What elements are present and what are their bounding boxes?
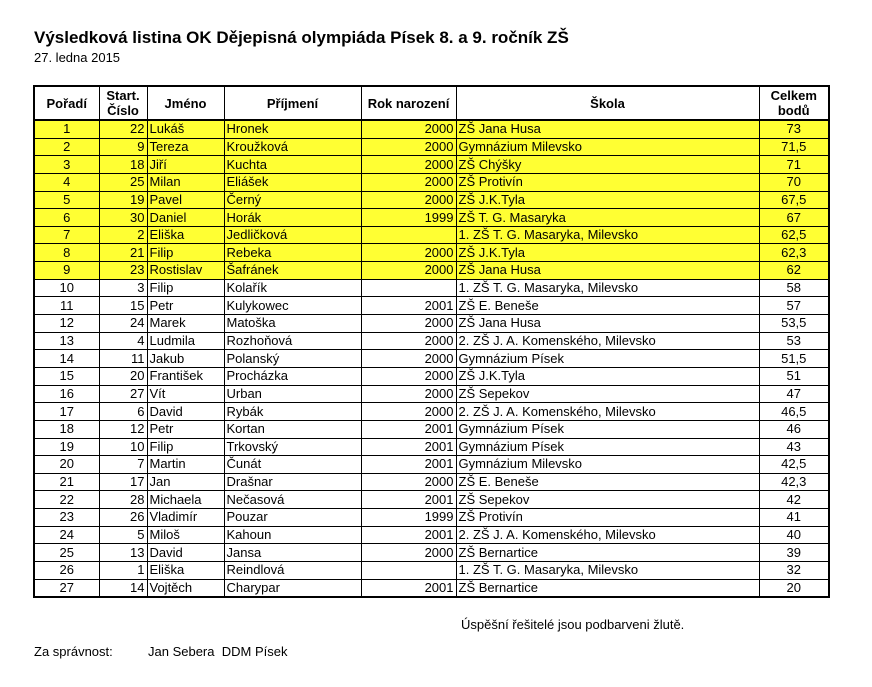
cell-jmeno: Tereza	[147, 138, 224, 156]
cell-skola: 2. ZŠ J. A. Komenského, Milevsko	[456, 526, 759, 544]
cell-start: 11	[99, 350, 147, 368]
cell-jmeno: Jiří	[147, 156, 224, 174]
footer-label: Za správnost:	[34, 644, 113, 659]
cell-start: 1	[99, 562, 147, 580]
cell-rok: 2000	[361, 138, 456, 156]
cell-prijmeni: Drašnar	[224, 473, 361, 491]
cell-prijmeni: Kroužková	[224, 138, 361, 156]
cell-body: 43	[759, 438, 829, 456]
cell-rok: 2001	[361, 526, 456, 544]
cell-skola: ZŠ Protivín	[456, 509, 759, 527]
cell-poradi: 20	[34, 456, 99, 474]
cell-jmeno: Vojtěch	[147, 579, 224, 597]
cell-start: 30	[99, 209, 147, 227]
cell-prijmeni: Jedličková	[224, 226, 361, 244]
col-header-skola: Škola	[456, 86, 759, 120]
cell-prijmeni: Procházka	[224, 367, 361, 385]
cell-poradi: 26	[34, 562, 99, 580]
cell-body: 70	[759, 173, 829, 191]
col-header-poradi: Pořadí	[34, 86, 99, 120]
cell-start: 20	[99, 367, 147, 385]
cell-prijmeni: Matoška	[224, 315, 361, 333]
cell-poradi: 17	[34, 403, 99, 421]
table-row	[34, 526, 829, 544]
cell-rok: 2001	[361, 456, 456, 474]
cell-poradi: 3	[34, 156, 99, 174]
cell-jmeno: Michaela	[147, 491, 224, 509]
table-row	[34, 367, 829, 385]
cell-rok: 2001	[361, 297, 456, 315]
cell-jmeno: Marek	[147, 315, 224, 333]
cell-jmeno: František	[147, 367, 224, 385]
cell-jmeno: Eliška	[147, 562, 224, 580]
table-row	[34, 491, 829, 509]
table-row	[34, 332, 829, 350]
cell-prijmeni: Kuchta	[224, 156, 361, 174]
col-header-celkem-line1: Celkem	[770, 88, 817, 103]
table-row	[34, 438, 829, 456]
table-row	[34, 420, 829, 438]
cell-body: 20	[759, 579, 829, 597]
cell-body: 71,5	[759, 138, 829, 156]
table-row	[34, 456, 829, 474]
cell-rok: 2000	[361, 403, 456, 421]
cell-jmeno: Filip	[147, 279, 224, 297]
cell-poradi: 11	[34, 297, 99, 315]
col-header-start-line1: Start.	[106, 88, 140, 103]
cell-rok: 2001	[361, 438, 456, 456]
cell-rok	[361, 562, 456, 580]
cell-poradi: 24	[34, 526, 99, 544]
cell-poradi: 15	[34, 367, 99, 385]
cell-skola: Gymnázium Milevsko	[456, 138, 759, 156]
cell-start: 14	[99, 579, 147, 597]
cell-body: 51	[759, 367, 829, 385]
cell-poradi: 4	[34, 173, 99, 191]
page-title: Výsledková listina OK Dějepisná olympiáda Písek 8. a 9. ročník ZŠ	[34, 28, 569, 47]
cell-body: 40	[759, 526, 829, 544]
cell-body: 71	[759, 156, 829, 174]
cell-poradi: 13	[34, 332, 99, 350]
cell-skola: Gymnázium Písek	[456, 438, 759, 456]
table-row	[34, 191, 829, 209]
cell-jmeno: Milan	[147, 173, 224, 191]
table-row	[34, 244, 829, 262]
cell-poradi: 27	[34, 579, 99, 597]
cell-poradi: 25	[34, 544, 99, 562]
cell-prijmeni: Rybák	[224, 403, 361, 421]
cell-start: 3	[99, 279, 147, 297]
cell-skola: ZŠ Chýšky	[456, 156, 759, 174]
table-row	[34, 350, 829, 368]
cell-body: 73	[759, 120, 829, 138]
cell-skola: Gymnázium Písek	[456, 350, 759, 368]
cell-rok: 2000	[361, 315, 456, 333]
table-row	[34, 279, 829, 297]
cell-start: 24	[99, 315, 147, 333]
cell-jmeno: Pavel	[147, 191, 224, 209]
cell-poradi: 22	[34, 491, 99, 509]
cell-jmeno: Lukáš	[147, 120, 224, 138]
cell-prijmeni: Jansa	[224, 544, 361, 562]
col-header-celkem-line2: bodů	[777, 103, 810, 118]
footer	[34, 644, 287, 659]
cell-jmeno: Miloš	[147, 526, 224, 544]
cell-start: 13	[99, 544, 147, 562]
cell-rok	[361, 226, 456, 244]
cell-body: 42,5	[759, 456, 829, 474]
table-row	[34, 544, 829, 562]
cell-rok: 1999	[361, 209, 456, 227]
cell-skola: ZŠ J.K.Tyla	[456, 367, 759, 385]
col-header-jmeno: Jméno	[147, 86, 224, 120]
cell-start: 25	[99, 173, 147, 191]
cell-rok: 2000	[361, 156, 456, 174]
cell-skola: ZŠ J.K.Tyla	[456, 191, 759, 209]
cell-start: 12	[99, 420, 147, 438]
cell-skola: ZŠ Sepekov	[456, 491, 759, 509]
cell-start: 15	[99, 297, 147, 315]
cell-body: 62	[759, 262, 829, 280]
table-row	[34, 385, 829, 403]
cell-jmeno: Petr	[147, 297, 224, 315]
cell-body: 46	[759, 420, 829, 438]
cell-jmeno: Vladimír	[147, 509, 224, 527]
cell-rok: 1999	[361, 509, 456, 527]
cell-start: 10	[99, 438, 147, 456]
cell-skola: ZŠ Jana Husa	[456, 120, 759, 138]
cell-rok: 2000	[361, 473, 456, 491]
cell-body: 53	[759, 332, 829, 350]
cell-skola: 2. ZŠ J. A. Komenského, Milevsko	[456, 403, 759, 421]
cell-start: 23	[99, 262, 147, 280]
cell-body: 42,3	[759, 473, 829, 491]
cell-body: 53,5	[759, 315, 829, 333]
table-row	[34, 226, 829, 244]
cell-start: 26	[99, 509, 147, 527]
cell-prijmeni: Nečasová	[224, 491, 361, 509]
cell-rok: 2000	[361, 173, 456, 191]
cell-poradi: 8	[34, 244, 99, 262]
cell-skola: ZŠ T. G. Masaryka	[456, 209, 759, 227]
cell-jmeno: Filip	[147, 438, 224, 456]
cell-poradi: 5	[34, 191, 99, 209]
cell-body: 62,5	[759, 226, 829, 244]
table-header	[34, 86, 829, 120]
cell-skola: ZŠ Protivín	[456, 173, 759, 191]
cell-body: 39	[759, 544, 829, 562]
cell-body: 47	[759, 385, 829, 403]
cell-poradi: 18	[34, 420, 99, 438]
cell-prijmeni: Rebeka	[224, 244, 361, 262]
cell-prijmeni: Horák	[224, 209, 361, 227]
cell-prijmeni: Polanský	[224, 350, 361, 368]
cell-body: 67,5	[759, 191, 829, 209]
cell-poradi: 1	[34, 120, 99, 138]
cell-prijmeni: Hronek	[224, 120, 361, 138]
table-row	[34, 156, 829, 174]
cell-skola: ZŠ Sepekov	[456, 385, 759, 403]
cell-poradi: 2	[34, 138, 99, 156]
results-table	[33, 85, 830, 598]
cell-prijmeni: Šafránek	[224, 262, 361, 280]
cell-jmeno: Jan	[147, 473, 224, 491]
cell-start: 6	[99, 403, 147, 421]
cell-skola: ZŠ E. Beneše	[456, 297, 759, 315]
cell-skola: ZŠ Bernartice	[456, 579, 759, 597]
cell-skola: ZŠ J.K.Tyla	[456, 244, 759, 262]
cell-rok: 2000	[361, 191, 456, 209]
footer-name: Jan Sebera	[148, 644, 215, 659]
table-row	[34, 297, 829, 315]
cell-prijmeni: Pouzar	[224, 509, 361, 527]
cell-skola: 2. ZŠ J. A. Komenského, Milevsko	[456, 332, 759, 350]
cell-poradi: 19	[34, 438, 99, 456]
cell-start: 27	[99, 385, 147, 403]
col-header-celkem	[759, 86, 829, 120]
cell-prijmeni: Kahoun	[224, 526, 361, 544]
cell-body: 41	[759, 509, 829, 527]
cell-rok: 2000	[361, 350, 456, 368]
cell-poradi: 23	[34, 509, 99, 527]
table-row	[34, 138, 829, 156]
cell-jmeno: Ludmila	[147, 332, 224, 350]
cell-skola: ZŠ E. Beneše	[456, 473, 759, 491]
cell-prijmeni: Kolařík	[224, 279, 361, 297]
table-row	[34, 579, 829, 597]
cell-body: 57	[759, 297, 829, 315]
cell-start: 19	[99, 191, 147, 209]
cell-body: 42	[759, 491, 829, 509]
table-body	[34, 120, 829, 597]
cell-skola: 1. ZŠ T. G. Masaryka, Milevsko	[456, 226, 759, 244]
cell-rok: 2000	[361, 262, 456, 280]
cell-prijmeni: Rozhoňová	[224, 332, 361, 350]
cell-body: 62,3	[759, 244, 829, 262]
cell-prijmeni: Charypar	[224, 579, 361, 597]
cell-body: 46,5	[759, 403, 829, 421]
table-row	[34, 473, 829, 491]
cell-prijmeni: Trkovský	[224, 438, 361, 456]
cell-start: 9	[99, 138, 147, 156]
cell-poradi: 6	[34, 209, 99, 227]
cell-start: 21	[99, 244, 147, 262]
cell-body: 51,5	[759, 350, 829, 368]
cell-prijmeni: Kulykowec	[224, 297, 361, 315]
cell-rok: 2000	[361, 120, 456, 138]
cell-poradi: 14	[34, 350, 99, 368]
table-row	[34, 562, 829, 580]
cell-poradi: 9	[34, 262, 99, 280]
cell-prijmeni: Čunát	[224, 456, 361, 474]
cell-start: 7	[99, 456, 147, 474]
table-row	[34, 509, 829, 527]
cell-jmeno: Martin	[147, 456, 224, 474]
cell-skola: Gymnázium Milevsko	[456, 456, 759, 474]
cell-rok: 2000	[361, 332, 456, 350]
cell-body: 32	[759, 562, 829, 580]
cell-poradi: 7	[34, 226, 99, 244]
cell-rok	[361, 279, 456, 297]
cell-start: 28	[99, 491, 147, 509]
footer-org: DDM Písek	[221, 644, 288, 659]
cell-start: 5	[99, 526, 147, 544]
col-header-prijmeni: Příjmení	[224, 86, 361, 120]
col-header-rok: Rok narození	[361, 86, 456, 120]
cell-start: 18	[99, 156, 147, 174]
cell-poradi: 10	[34, 279, 99, 297]
cell-prijmeni: Kortan	[224, 420, 361, 438]
cell-jmeno: Petr	[147, 420, 224, 438]
cell-jmeno: Vít	[147, 385, 224, 403]
cell-prijmeni: Reindlová	[224, 562, 361, 580]
col-header-start	[99, 86, 147, 120]
cell-poradi: 12	[34, 315, 99, 333]
cell-jmeno: David	[147, 544, 224, 562]
cell-rok: 2001	[361, 579, 456, 597]
header-row	[34, 86, 829, 120]
table-row	[34, 173, 829, 191]
cell-prijmeni: Urban	[224, 385, 361, 403]
cell-jmeno: Jakub	[147, 350, 224, 368]
cell-poradi: 21	[34, 473, 99, 491]
cell-skola: ZŠ Jana Husa	[456, 315, 759, 333]
cell-rok: 2000	[361, 367, 456, 385]
cell-start: 22	[99, 120, 147, 138]
col-header-start-line2: Číslo	[107, 103, 139, 118]
cell-start: 2	[99, 226, 147, 244]
cell-skola: Gymnázium Písek	[456, 420, 759, 438]
table-row	[34, 315, 829, 333]
highlight-note: Úspěšní řešitelé jsou podbarveni žlutě.	[461, 617, 685, 632]
cell-rok: 2000	[361, 244, 456, 262]
cell-skola: ZŠ Bernartice	[456, 544, 759, 562]
cell-start: 17	[99, 473, 147, 491]
cell-body: 67	[759, 209, 829, 227]
table-row	[34, 403, 829, 421]
cell-rok: 2001	[361, 491, 456, 509]
cell-rok: 2000	[361, 544, 456, 562]
cell-start: 4	[99, 332, 147, 350]
cell-jmeno: Eliška	[147, 226, 224, 244]
table-row	[34, 120, 829, 138]
cell-jmeno: David	[147, 403, 224, 421]
cell-prijmeni: Eliášek	[224, 173, 361, 191]
cell-rok: 2000	[361, 385, 456, 403]
cell-jmeno: Filip	[147, 244, 224, 262]
table-row	[34, 262, 829, 280]
cell-rok: 2001	[361, 420, 456, 438]
cell-body: 58	[759, 279, 829, 297]
cell-poradi: 16	[34, 385, 99, 403]
cell-jmeno: Rostislav	[147, 262, 224, 280]
table-row	[34, 209, 829, 227]
cell-prijmeni: Černý	[224, 191, 361, 209]
cell-skola: ZŠ Jana Husa	[456, 262, 759, 280]
cell-skola: 1. ZŠ T. G. Masaryka, Milevsko	[456, 562, 759, 580]
cell-skola: 1. ZŠ T. G. Masaryka, Milevsko	[456, 279, 759, 297]
date-subtitle: 27. ledna 2015	[34, 50, 121, 65]
cell-jmeno: Daniel	[147, 209, 224, 227]
